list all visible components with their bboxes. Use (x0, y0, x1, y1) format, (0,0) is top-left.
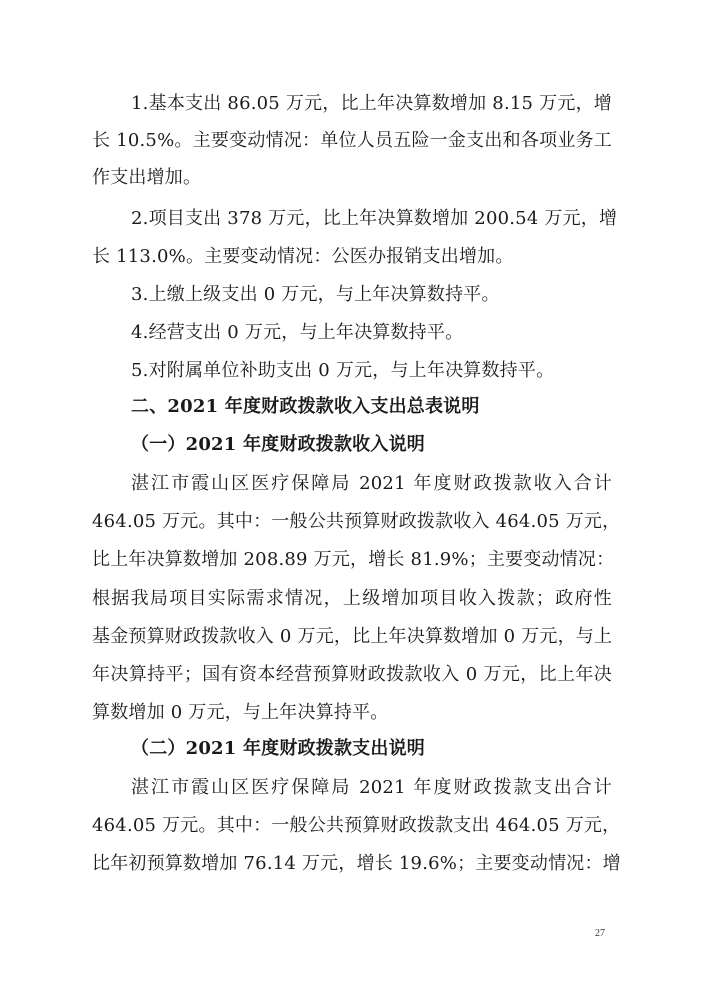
text-line: 长 113.0%。主要变动情况：公医办报销支出增加。 (92, 246, 514, 267)
text-line: 1.基本支出 86.05 万元，比上年决算数增加 8.15 万元，增 (131, 93, 612, 114)
page-number: 27 (595, 928, 605, 939)
text-line: 4.经营支出 0 万元，与上年决算数持平。 (131, 322, 464, 343)
text-line: 湛江市霞山区医疗保障局 2021 年度财政拨款支出合计 (131, 777, 612, 798)
text-line: 长 10.5%。主要变动情况：单位人员五险一金支出和各项业务工 (92, 130, 612, 151)
text-line: 464.05 万元。其中：一般公共预算财政拨款支出 464.05 万元， (92, 815, 621, 836)
text-line: 比年初预算数增加 76.14 万元，增长 19.6%；主要变动情况：增 (92, 853, 621, 874)
text-line: 根据我局项目实际需求情况，上级增加项目收入拨款；政府性 (92, 588, 612, 609)
text-line: 作支出增加。 (92, 167, 202, 188)
text-line: 5.对附属单位补助支出 0 万元，与上年决算数持平。 (131, 360, 555, 381)
subsection-heading: （二）2021 年度财政拨款支出说明 (131, 738, 425, 759)
text-line: 464.05 万元。其中：一般公共预算财政拨款收入 464.05 万元， (92, 511, 621, 532)
text-line: 比上年决算数增加 208.89 万元，增长 81.9%；主要变动情况： (92, 549, 615, 570)
text-line: 年决算持平；国有资本经营预算财政拨款收入 0 万元，比上年决 (92, 664, 612, 685)
text-line: 基金预算财政拨款收入 0 万元，比上年决算数增加 0 万元，与上 (92, 626, 613, 647)
subsection-heading: （一）2021 年度财政拨款收入说明 (131, 434, 425, 455)
text-line: 3.上缴上级支出 0 万元，与上年决算数持平。 (131, 284, 500, 305)
text-line: 算数增加 0 万元，与上年决算持平。 (92, 702, 389, 723)
text-line: 湛江市霞山区医疗保障局 2021 年度财政拨款收入合计 (131, 473, 612, 494)
section-heading: 二、2021 年度财政拨款收入支出总表说明 (131, 396, 480, 417)
text-line: 2.项目支出 378 万元，比上年决算数增加 200.54 万元，增 (131, 208, 618, 229)
